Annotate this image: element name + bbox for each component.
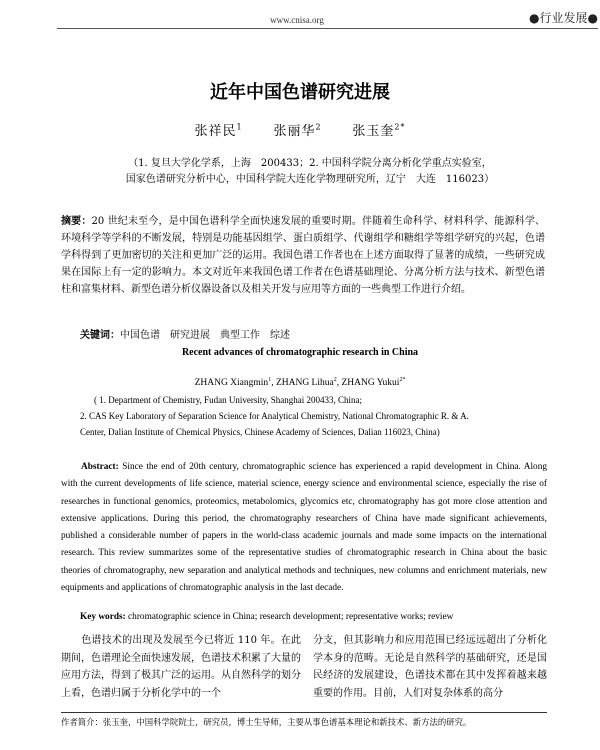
affiliation-en-line: Center, Dalian Institute of Chemical Physics, Chinese Academy of Sciences, Dalian 116023, China) [80,427,440,437]
author-affil-mark-en: 1 [268,377,272,383]
author-name-en: ZHANG Yukui [341,378,400,389]
author-affil-mark: 2 [315,122,322,132]
affiliation-cn [80,156,540,188]
keywords-en-text: chromatographic science in China; research development; representative works; review [128,612,454,622]
body-column-left [61,632,301,702]
affiliation-cn-line: 国家色谱研究分析中心，中国科学院大连化学物理研究所，辽宁 大连 116023） [125,174,495,185]
article-title: 近年中国色谱研究进展 [210,82,390,103]
affiliation-en-line: 2. CAS Key Laboratory of Separation Science for Analytical Chemistry, National Chromatographic R. & A. [80,411,469,421]
author-name-en: ZHANG Xiangmin [194,378,269,389]
abstract-cn-label: 摘要： [61,216,92,227]
affiliation-en [80,392,530,440]
abstract-en-label: Abstract: [81,462,119,472]
author-name: 张丽华 [273,124,316,139]
journal-url: www.cnisa.org [270,15,324,25]
author-name: 张玉奎 [352,124,395,139]
author-name: 张祥民 [194,124,237,139]
abstract-en [61,459,547,597]
keywords-en-label: Key words: [80,612,126,622]
affiliation-cn-line: （1. 复旦大学化学系，上海 200433；2. 中国科学院分离分析化学重点实验室， [128,158,492,169]
body-column-right [313,632,547,702]
author-footnote: 作者简介：张玉奎，中国科学院院士，研究员，博士生导师，主要从事色谱基本理论和新技术、新方法的研究。 [61,717,472,727]
keywords-en [80,612,453,622]
abstract-cn [61,213,545,298]
author-affil-mark-en: 2 [333,377,337,383]
abstract-cn-text: 20 世纪末至今，是中国色谱科学全面快速发展的重要时期。伴随着生命科学、材料科学、能源科学、环境科学等学科的不断发展，特别是功能基因组学、蛋白质组学、代谢组学和糖组学等组学研究的兴起，色谱学科得到了更加密切的关注和更加广泛的运用。我国色谱工作者也在上述方面取得了显著的成绩，一些研究成果在国际上有一定的影响力。本文对近年来我国色谱工作者在色谱基础理论、分离分析方法与技术、新型色谱柱和富集材料、新型色谱分析仪器设备以及相关开发与应用等方面的一些典型工作进行介绍。 [61,216,545,295]
author-affil-mark-en: 2* [399,377,406,383]
author-name-en: ZHANG Lihua [275,378,334,389]
keywords-cn [80,326,290,341]
body-text-right: 分支，但其影响力和应用范围已经远远超出了分析化学本身的范畴。无论是自然科学的基础研究，还是国民经济的发展建设，色谱技术都在其中发挥着越来越重要的作用。目前，人们对复杂体系的高分 [313,635,547,699]
author-list-en: ZHANG Xiangmin$^1$, ZHANG Lihua$^2$, ZHANG Yukui$^{2*}$ [194,377,406,389]
keywords-cn-label: 关键词： [80,330,120,341]
article-title-en: Recent advances of chromatographic research in China [181,347,419,358]
affiliation-en-line: ( 1. Department of Chemistry, Fudan University, Shanghai 200433, China; [94,395,363,405]
author-affil-mark: 2* [394,122,406,132]
footnote-rule [61,712,547,713]
keywords-cn-text: 中国色谱 研究进展 典型工作 综述 [120,330,290,341]
abstract-en-text: Since the end of 20th century, chromatographic science has experienced a rapid development in China. Along with the current developments of life science, material science, energy science and environmental science, especially the rise of researches in functional genomics, proteomics, metabolomics, glycomics etc, chromatography has got more close attention and extensive applications. During this period, the chromatography researchers of China have made significant achievements, published a considerable number of papers in the world-class academic journals and made some impacts on the international research. This review summarizes some of the representative studies of chromatographic research in China about the basic theories of chromatography, new separation and analytical methods and techniques, new columns and enrichment materials, new equipments and applications of chromatographic analysis in the last decade. [61,462,548,594]
body-text-left: 色谱技术的出现及发展至今已将近 110 年。在此期间，色谱理论全面快速发展，色谱技术积累了大量的应用方法，得到了极其广泛的运用。从自然科学的划分上看，色谱归属于分析化学中的一个 [61,635,301,699]
header-rule [57,28,598,29]
author-affil-mark: 1 [236,122,243,132]
author-list [0,120,600,139]
section-tag: ●行业发展● [529,11,598,25]
